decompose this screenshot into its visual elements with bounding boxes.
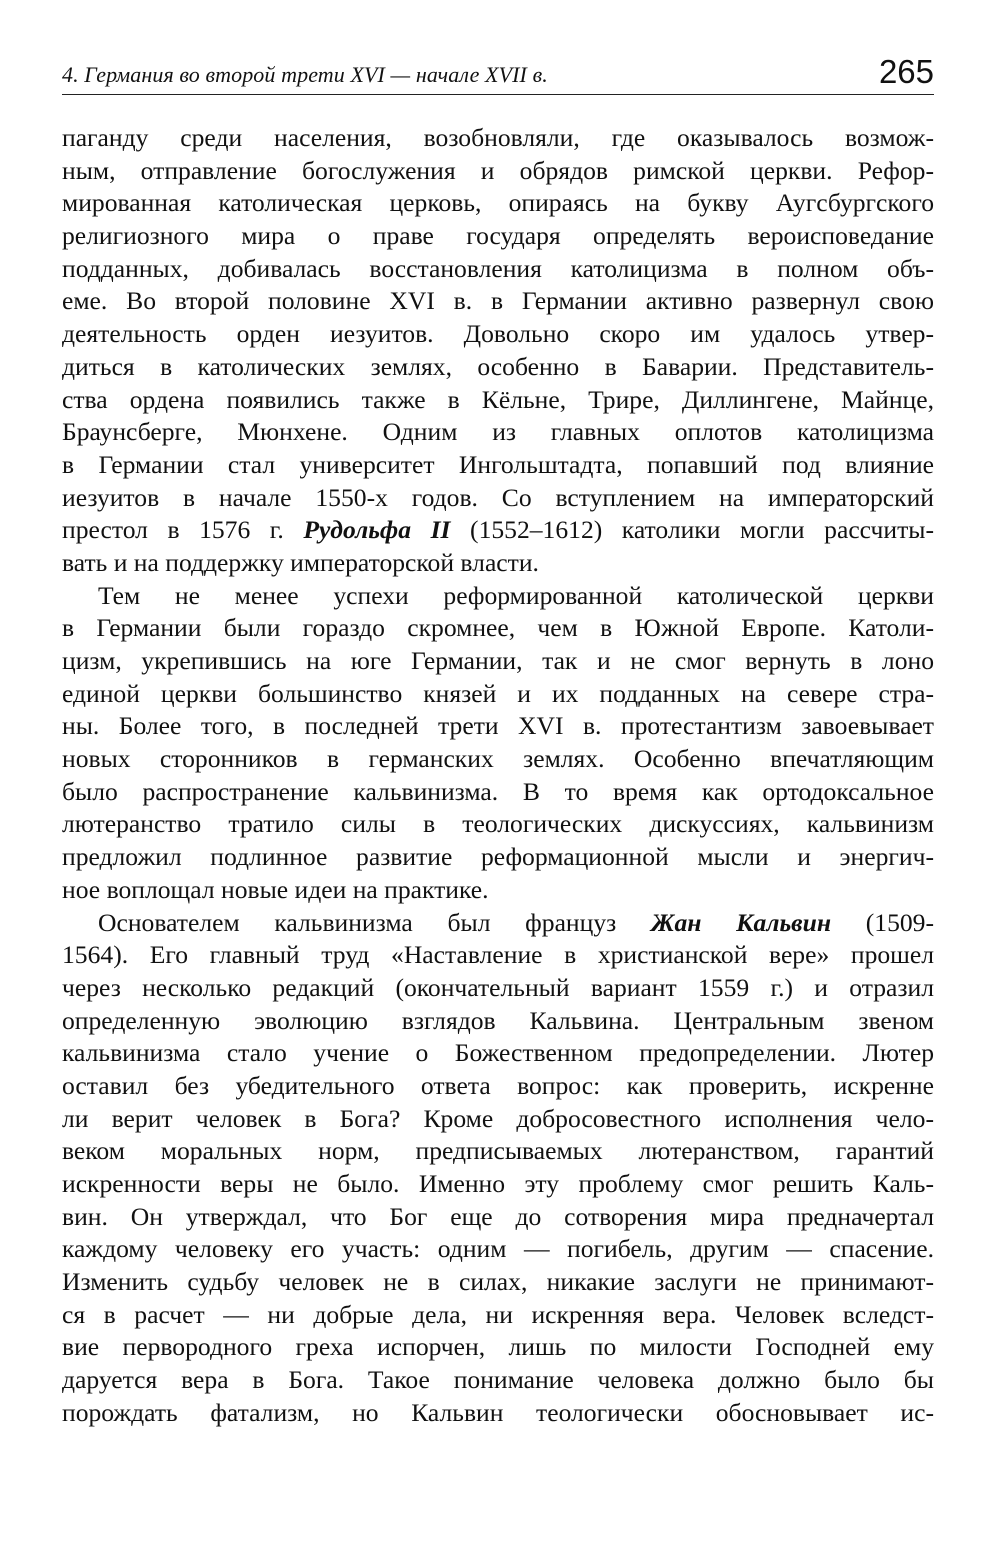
text-line: предложил подлинное развитие реформационной мысли и энергич- [62,842,934,872]
text-line: вие первородного греха испорчен, лишь по милости Господней ему [62,1332,934,1362]
text-line: религиозного мира о праве государя определять вероисповедание [62,221,934,251]
text-line: вать и на поддержку императорской власти. [62,547,539,577]
text-line: ли верит человек в Бога? Кроме добросовестного исполнения чело- [62,1103,934,1133]
text-line: оставил без убедительного ответа вопрос: как проверить, искренне [62,1070,934,1100]
text-line: порождать фатализм, но Кальвин теологически обосновывает ис- [62,1397,934,1427]
text-line: вин. Он утверждал, что Бог еще до сотворения мира предначертал [62,1201,934,1231]
text-line: паганду среди населения, возобновляли, где оказывалось возмож- [62,123,934,152]
paragraph-2 [62,580,934,907]
text-line: ства ордена появились также в Кёльне, Трире, Диллингене, Майнце, [62,384,934,414]
text-line: в Германии стал университет Ингольштадта, попавший под влияние [62,449,934,479]
text-line: в Германии были гораздо скромнее, чем в Южной Европе. Католи- [62,613,934,643]
text-line: мированная католическая церковь, опираясь на букву Аугсбургского [62,188,934,218]
text-line: еме. Во второй половине XVI в. в Германии активно развернул свою [62,286,934,316]
text-run: престол в 1576 г. [62,515,304,545]
text-line: ное воплощал новые идеи на практике. [62,874,489,904]
text-line: кальвинизма стало учение о Божественном предопределении. Лютер [62,1038,934,1068]
text-line: иезуитов в начале 1550-х годов. Со вступлением на императорский [62,482,934,512]
text-line: цизм, укрепившись на юге Германии, так и не смог вернуть в лоно [62,646,934,675]
text-run: (1552–1612) католики могли рассчиты- [450,515,934,545]
text-line: веком моральных норм, предписываемых лютеранством, гарантий [62,1136,934,1166]
text-line [62,514,934,547]
text-line: определенную эволюцию взглядов Кальвина. Центральным звеном [62,1005,934,1035]
text-line: 1564). Его главный труд «Наставление в христианской вере» прошел [62,940,934,970]
text-line: Тем не менее успехи реформированной католической церкви [98,580,934,610]
text-line: диться в католических землях, особенно в Баварии. Представитель- [62,351,934,381]
text-line: через несколько редакций (окончательный вариант 1559 г.) и отразил [62,972,934,1002]
text-line: ны. Более того, в последней трети XVI в. протестантизм завоевывает [62,711,934,741]
text-line: каждому человеку его участь: одним — погибель, другим — спасение. [62,1234,934,1264]
text-line: даруется вера в Бога. Такое понимание человека должно было бы [62,1365,934,1395]
text-line: подданных, добивалась восстановления католицизма в полном объ- [62,253,934,283]
text-line: ным, отправление богослужения и обрядов римской церкви. Рефор- [62,155,934,185]
paragraph-1 [62,122,934,580]
text-line [62,907,934,940]
text-line: было распространение кальвинизма. В то время как ортодоксальное [62,776,934,806]
text-line: Изменить судьбу человек не в силах, никакие заслуги не принимают- [62,1267,934,1297]
person-name-rudolf: Рудольфа II [303,515,451,545]
text-line: деятельность орден иезуитов. Довольно скоро им удалось утвер- [62,319,934,349]
text-line: ся в расчет — ни добрые дела, ни искренняя вера. Человек вследст- [62,1299,934,1329]
running-header [62,44,934,95]
text-line: искренности веры не было. Именно эту проблему смог решить Каль- [62,1169,934,1198]
text-run: Основателем кальвинизма был француз [98,907,651,937]
text-line: Браунсберге, Мюнхене. Одним из главных оплотов католицизма [62,417,934,447]
page-number: 265 [878,53,934,90]
text-line: лютеранство тратило силы в теологических дискуссиях, кальвинизм [62,809,934,839]
running-title: 4. Германия во второй трети XVI — начале XVII в. [62,62,548,87]
text-run: (1509- [831,907,935,937]
paragraph-3 [62,907,934,1430]
person-name-calvin: Жан Кальвин [650,907,832,937]
body-text [62,122,934,1430]
text-line: новых сторонников в германских землях. Особенно впечатляющим [62,744,934,774]
text-line: единой церкви большинство князей и их подданных на севере стра- [62,678,934,708]
